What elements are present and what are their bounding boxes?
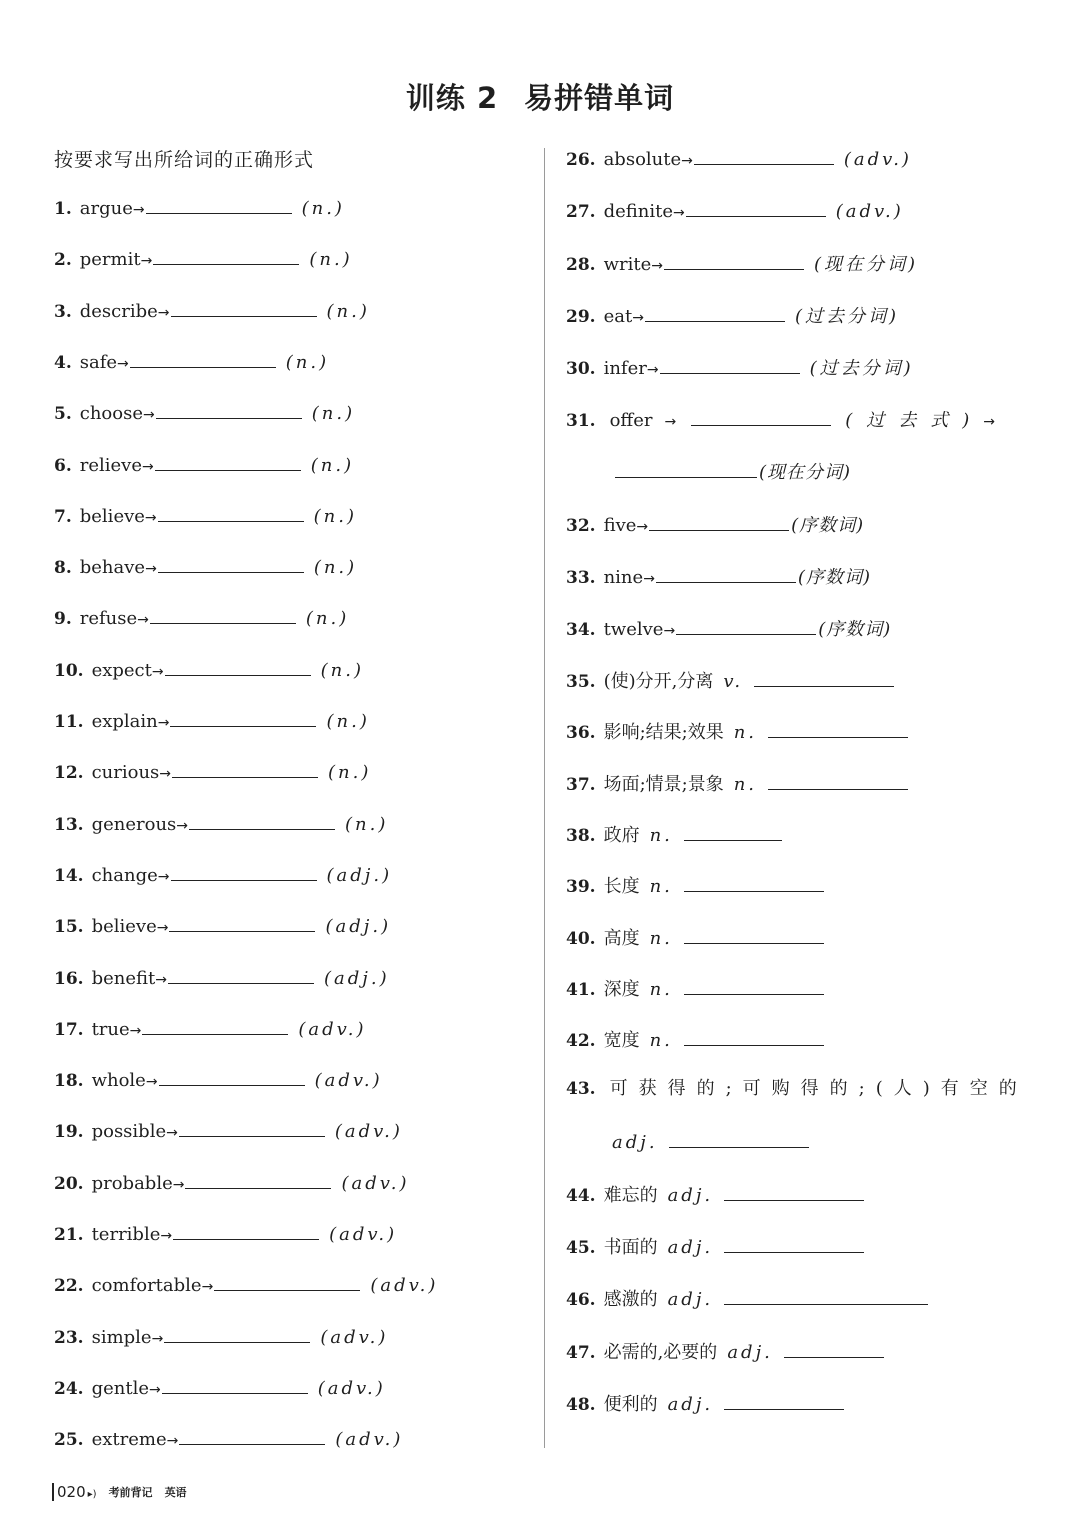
item-word: comfortable [91, 1275, 202, 1297]
item-cn: 感激的 [603, 1289, 658, 1311]
answer-blank[interactable] [676, 615, 816, 635]
page-footer [52, 1478, 187, 1506]
answer-blank[interactable] [684, 975, 824, 995]
exercise-item [54, 604, 349, 630]
item-number: 48. [566, 1394, 596, 1415]
item-number: 11. [54, 712, 84, 732]
book-name: 考前背记 [108, 1486, 153, 1499]
answer-blank[interactable] [179, 1117, 325, 1137]
arrow-icon: → [681, 153, 693, 169]
item-hint: (adv.) [314, 1070, 383, 1092]
item-hint: (现在分词) [813, 253, 919, 275]
answer-blank[interactable] [179, 1425, 325, 1445]
item-word: curious [91, 762, 160, 784]
arrow-icon: → [651, 257, 663, 274]
exercise-item [566, 406, 995, 432]
item-number: 41. [566, 979, 596, 1000]
answer-blank[interactable] [615, 458, 757, 478]
item-hint: (序数词) [791, 515, 865, 536]
arrow-icon: → [145, 561, 157, 578]
exercise-item [54, 912, 391, 938]
arrow-icon: → [157, 715, 170, 731]
arrow-icon: → [151, 1330, 164, 1347]
item-number: 43. [566, 1079, 596, 1099]
item-word: safe [79, 351, 118, 373]
item-word: believe [79, 505, 145, 527]
arrow-icon: → [155, 971, 167, 988]
answer-blank[interactable] [684, 1026, 824, 1046]
item-hint: (序数词) [797, 566, 871, 588]
item-word: expect [91, 659, 152, 681]
item-word: believe [91, 916, 157, 938]
arrow-icon: → [160, 1228, 173, 1244]
item-hint: (adv.) [835, 201, 904, 223]
item-hint: (adv.) [320, 1326, 389, 1348]
item-number: 17. [54, 1019, 84, 1040]
arrow-icon: → [201, 1279, 214, 1296]
arrow-icon: → [157, 868, 170, 885]
item-word: relieve [79, 454, 142, 476]
item-number: 22. [54, 1276, 84, 1297]
exercise-item [566, 511, 864, 537]
answer-blank[interactable] [724, 1285, 928, 1305]
answer-blank[interactable] [768, 770, 908, 790]
arrow-icon: → [117, 355, 129, 372]
item-number: 10. [54, 660, 84, 681]
answer-blank[interactable] [768, 718, 908, 738]
exercise-item [566, 354, 914, 380]
arrow-icon: → [145, 1074, 158, 1091]
item-hint: (adv.) [335, 1429, 404, 1451]
answer-blank[interactable] [691, 406, 831, 426]
item-number: 9. [54, 609, 72, 630]
item-number: 27. [566, 202, 596, 223]
item-word: gentle [91, 1377, 149, 1399]
item-word: probable [91, 1172, 173, 1194]
arrow-icon: → [166, 1433, 179, 1450]
item-number: 23. [54, 1327, 84, 1348]
item-cn: 书面的 [603, 1237, 658, 1259]
arrow-icon: → [151, 663, 164, 680]
item-number: 45. [566, 1238, 596, 1259]
exercise-item [54, 1374, 386, 1400]
answer-blank[interactable] [784, 1338, 884, 1358]
item-pos: n. [649, 1030, 673, 1052]
item-word: definite [603, 201, 673, 223]
exercise-item [54, 1220, 397, 1246]
item-word: twelve [603, 618, 664, 640]
item-number: 14. [54, 865, 84, 886]
item-word: five [603, 515, 637, 536]
item-number: 28. [566, 254, 596, 275]
exercise-item [54, 1323, 388, 1349]
subject-name: 英语 [164, 1486, 187, 1499]
answer-blank[interactable] [170, 707, 316, 727]
answer-blank[interactable] [168, 964, 314, 984]
item-hint: (n.) [311, 403, 356, 425]
item-hint: (adv.) [370, 1275, 439, 1297]
exercise-item [54, 399, 355, 425]
arrow-icon: → [137, 612, 149, 629]
exercise-item [566, 770, 908, 796]
item-hint: (序数词) [818, 618, 892, 640]
item-word: offer [609, 410, 653, 431]
arrow-icon: → [142, 458, 154, 475]
exercise-item [54, 348, 329, 374]
item-pos: n. [733, 773, 758, 795]
answer-blank[interactable] [645, 302, 785, 322]
item-hint: (adv.) [298, 1018, 367, 1040]
item-word: behave [79, 557, 146, 579]
exercise-item [566, 924, 824, 950]
item-hint: (过去分词) [809, 358, 914, 380]
answer-blank[interactable] [724, 1233, 864, 1253]
item-word: choose [79, 403, 143, 425]
exercise-item [566, 821, 782, 847]
item-number: 20. [54, 1173, 84, 1194]
answer-blank[interactable] [649, 511, 789, 531]
item-word: infer [603, 358, 647, 380]
page-arrow-icon: ▸) [87, 1489, 97, 1500]
item-number: 30. [566, 359, 596, 380]
item-number: 31. [566, 411, 596, 431]
exercise-item [54, 1117, 403, 1143]
arrow-icon: → [140, 253, 153, 270]
item-number: 3. [54, 301, 72, 322]
exercise-item [566, 1076, 1028, 1102]
arrow-icon: → [144, 509, 157, 526]
item-cn: 政府 [603, 824, 640, 846]
item-word: generous [91, 813, 177, 835]
item-number: 39. [566, 877, 596, 898]
item-cn: 难忘的 [603, 1185, 658, 1206]
item-word: nine [603, 566, 644, 588]
item-hint: (n.) [301, 198, 345, 219]
arrow-icon: → [157, 304, 170, 321]
answer-blank[interactable] [156, 399, 302, 419]
exercise-item [54, 502, 357, 528]
item-cn: 可获得的;可购得的;(人)有空的 [609, 1078, 1028, 1099]
answer-blank[interactable] [656, 563, 796, 583]
exercise-item [566, 975, 824, 1001]
exercise-item [54, 1425, 403, 1451]
answer-blank[interactable] [686, 197, 826, 217]
answer-blank[interactable] [153, 245, 299, 265]
exercise-item [566, 302, 899, 328]
item-hint: (adj.) [325, 916, 392, 938]
item-pos: adj. [667, 1185, 714, 1206]
item-hint: (n.) [313, 557, 358, 579]
item-number: 33. [566, 567, 596, 588]
item-hint: (n.) [285, 351, 330, 373]
arrow-icon: → [643, 570, 655, 587]
answer-blank[interactable] [146, 194, 292, 214]
arrow-icon: → [632, 309, 644, 326]
item-hint: (n.) [326, 300, 370, 322]
arrow-icon: → [132, 202, 145, 218]
item-number: 47. [566, 1342, 596, 1363]
answer-blank[interactable] [669, 1128, 809, 1148]
exercise-item [566, 1338, 884, 1364]
item-cn: 影响;结果;效果 [603, 722, 724, 744]
exercise-item [54, 758, 371, 784]
item-number: 16. [54, 968, 84, 989]
item-pos: n. [649, 824, 673, 846]
item-pos: adj. [727, 1341, 773, 1363]
exercise-item [54, 553, 357, 579]
item-word: write [603, 253, 652, 275]
item-number: 5. [54, 404, 72, 425]
answer-blank[interactable] [185, 1169, 331, 1189]
page-title [0, 76, 1080, 117]
item-hint: (adv.) [317, 1377, 386, 1399]
answer-blank[interactable] [189, 810, 335, 830]
item-number: 8. [54, 558, 72, 579]
item-number: 40. [566, 928, 596, 949]
item-word: permit [79, 249, 141, 271]
arrow-icon: → [636, 519, 649, 535]
answer-blank[interactable] [171, 861, 317, 881]
exercise-item [566, 1390, 844, 1416]
exercise-item [54, 707, 370, 733]
item-number: 36. [566, 723, 596, 744]
answer-blank[interactable] [684, 924, 824, 944]
answer-blank[interactable] [169, 912, 315, 932]
answer-blank[interactable] [664, 250, 804, 270]
item-number: 18. [54, 1071, 84, 1092]
answer-blank[interactable] [164, 1323, 310, 1343]
answer-blank[interactable] [155, 451, 301, 471]
item-pos: v. [723, 671, 744, 692]
item-number: 1. [54, 199, 72, 219]
item-number: 24. [54, 1378, 84, 1399]
arrow-icon: → [172, 1176, 185, 1193]
item-cn: 宽度 [603, 1030, 640, 1052]
answer-blank[interactable] [684, 872, 824, 892]
answer-blank[interactable] [724, 1181, 864, 1201]
answer-blank[interactable] [159, 1066, 305, 1086]
exercise-item [54, 194, 345, 220]
exercise-item [54, 1066, 383, 1092]
exercise-item [54, 964, 390, 990]
answer-blank[interactable] [158, 553, 304, 573]
arrow-icon: → [129, 1022, 142, 1039]
item-number: 4. [54, 352, 72, 373]
item-word: argue [79, 198, 133, 219]
arrow-icon: → [664, 414, 677, 430]
column-divider [544, 148, 545, 1448]
item-hint: (n.) [313, 505, 358, 527]
answer-blank[interactable] [142, 1015, 288, 1035]
item-hint: (adv.) [334, 1121, 403, 1143]
exercise-item [54, 1015, 366, 1041]
answer-blank[interactable] [162, 1374, 308, 1394]
arrow-icon: → [159, 766, 172, 783]
item-hint: (现在分词) [759, 462, 852, 483]
arrow-icon: → [166, 1125, 178, 1142]
item-word: eat [603, 305, 633, 327]
item-hint: (adj.) [323, 967, 390, 989]
answer-blank[interactable] [130, 348, 276, 368]
exercise-item [566, 197, 904, 223]
item-hint: (n.) [320, 659, 364, 681]
item-word: explain [91, 711, 158, 732]
arrow-icon: → [673, 205, 685, 222]
exercise-item [614, 458, 851, 484]
exercise-item [54, 451, 354, 477]
item-number: 34. [566, 619, 596, 640]
item-pos: n. [649, 978, 673, 1000]
exercise-item [566, 667, 894, 693]
arrow-icon: → [156, 920, 169, 937]
item-cn: (使)分开,分离 [603, 671, 714, 692]
exercise-item [566, 1233, 864, 1259]
item-pos: adj. [667, 1393, 714, 1415]
exercise-item [566, 615, 891, 641]
arrow-icon: → [646, 362, 659, 379]
item-number: 46. [566, 1290, 596, 1311]
item-hint: (adj.) [326, 864, 393, 886]
instruction-text: 按要求写出所给词的正确形式 [54, 149, 315, 171]
item-number: 32. [566, 516, 596, 536]
item-word: benefit [91, 967, 156, 989]
item-pos: adj. [667, 1289, 714, 1311]
item-pos: adj. [612, 1132, 658, 1153]
item-pos: n. [733, 722, 758, 744]
item-number: 44. [566, 1186, 596, 1206]
answer-blank[interactable] [158, 502, 304, 522]
item-hint: (过去分词) [794, 305, 899, 327]
item-hint: (过去式) [845, 410, 984, 431]
answer-blank[interactable] [684, 821, 782, 841]
item-word: terrible [91, 1224, 161, 1245]
exercise-item [566, 1026, 824, 1052]
item-number: 12. [54, 763, 84, 784]
item-word: change [91, 864, 158, 886]
exercise-item [54, 810, 388, 836]
item-number: 25. [54, 1430, 84, 1451]
exercise-item [566, 563, 871, 589]
arrow-icon: → [143, 407, 155, 424]
item-cn: 高度 [603, 927, 640, 949]
item-hint: (adv.) [341, 1172, 410, 1194]
item-cn: 深度 [603, 978, 640, 1000]
exercise-item [566, 145, 912, 171]
item-pos: adj. [667, 1237, 714, 1259]
title-label: 训练 2 [405, 81, 499, 115]
item-word: absolute [603, 149, 682, 170]
item-hint: (n.) [328, 762, 372, 784]
item-hint: (n.) [326, 711, 370, 732]
item-number: 19. [54, 1122, 84, 1143]
item-cn: 场面;情景;景象 [603, 773, 724, 795]
page-number: 020 ▸) [52, 1483, 97, 1501]
item-word: simple [91, 1326, 152, 1348]
item-number: 26. [566, 150, 596, 170]
item-word: possible [91, 1121, 167, 1143]
item-number: 2. [54, 250, 72, 271]
answer-blank[interactable] [214, 1271, 360, 1291]
item-number: 15. [54, 917, 84, 938]
exercise-item [566, 250, 918, 276]
item-cn: 便利的 [603, 1393, 658, 1415]
item-hint: (n.) [305, 608, 350, 630]
answer-blank[interactable] [660, 354, 800, 374]
item-cn: 必需的,必要的 [603, 1341, 718, 1363]
item-number: 42. [566, 1031, 596, 1052]
item-cn: 长度 [603, 876, 640, 898]
title-subtitle: 易拼错单词 [524, 81, 675, 115]
exercise-item [54, 656, 364, 682]
exercise-item [54, 245, 353, 271]
answer-blank[interactable] [173, 1220, 319, 1240]
exercise-item [566, 1285, 928, 1311]
exercise-item [54, 297, 370, 323]
exercise-item [54, 1169, 410, 1195]
answer-blank[interactable] [724, 1390, 844, 1410]
arrow-icon: → [176, 817, 189, 834]
item-number: 13. [54, 814, 84, 835]
item-number: 38. [566, 825, 596, 846]
item-word: describe [79, 300, 158, 322]
item-number: 6. [54, 455, 72, 476]
item-hint: (n.) [309, 249, 353, 271]
item-number: 29. [566, 306, 596, 327]
item-hint: (adv.) [329, 1224, 398, 1245]
exercise-item [54, 1271, 438, 1297]
item-pos: n. [649, 927, 673, 949]
exercise-item [612, 1128, 809, 1154]
item-number: 35. [566, 672, 596, 692]
exercise-item [566, 1181, 864, 1207]
item-hint: (n.) [310, 454, 355, 476]
item-hint: (adv.) [843, 149, 912, 170]
answer-blank[interactable] [694, 145, 834, 165]
item-word: refuse [79, 608, 138, 630]
exercise-item [566, 718, 908, 744]
exercise-item [566, 872, 824, 898]
arrow-icon: → [663, 622, 676, 639]
item-pos: n. [649, 876, 673, 898]
answer-blank[interactable] [754, 667, 894, 687]
answer-blank[interactable] [171, 297, 317, 317]
answer-blank[interactable] [172, 758, 318, 778]
answer-blank[interactable] [165, 656, 311, 676]
item-word: true [91, 1018, 130, 1040]
item-number: 37. [566, 774, 596, 795]
item-number: 21. [54, 1225, 84, 1245]
arrow-icon: → [149, 1381, 161, 1398]
item-word: extreme [91, 1429, 167, 1451]
item-number: 7. [54, 506, 72, 527]
item-word: whole [91, 1070, 146, 1092]
answer-blank[interactable] [150, 604, 296, 624]
exercise-item [54, 861, 392, 887]
item-hint: (n.) [345, 813, 389, 835]
arrow-icon: → [983, 414, 995, 430]
